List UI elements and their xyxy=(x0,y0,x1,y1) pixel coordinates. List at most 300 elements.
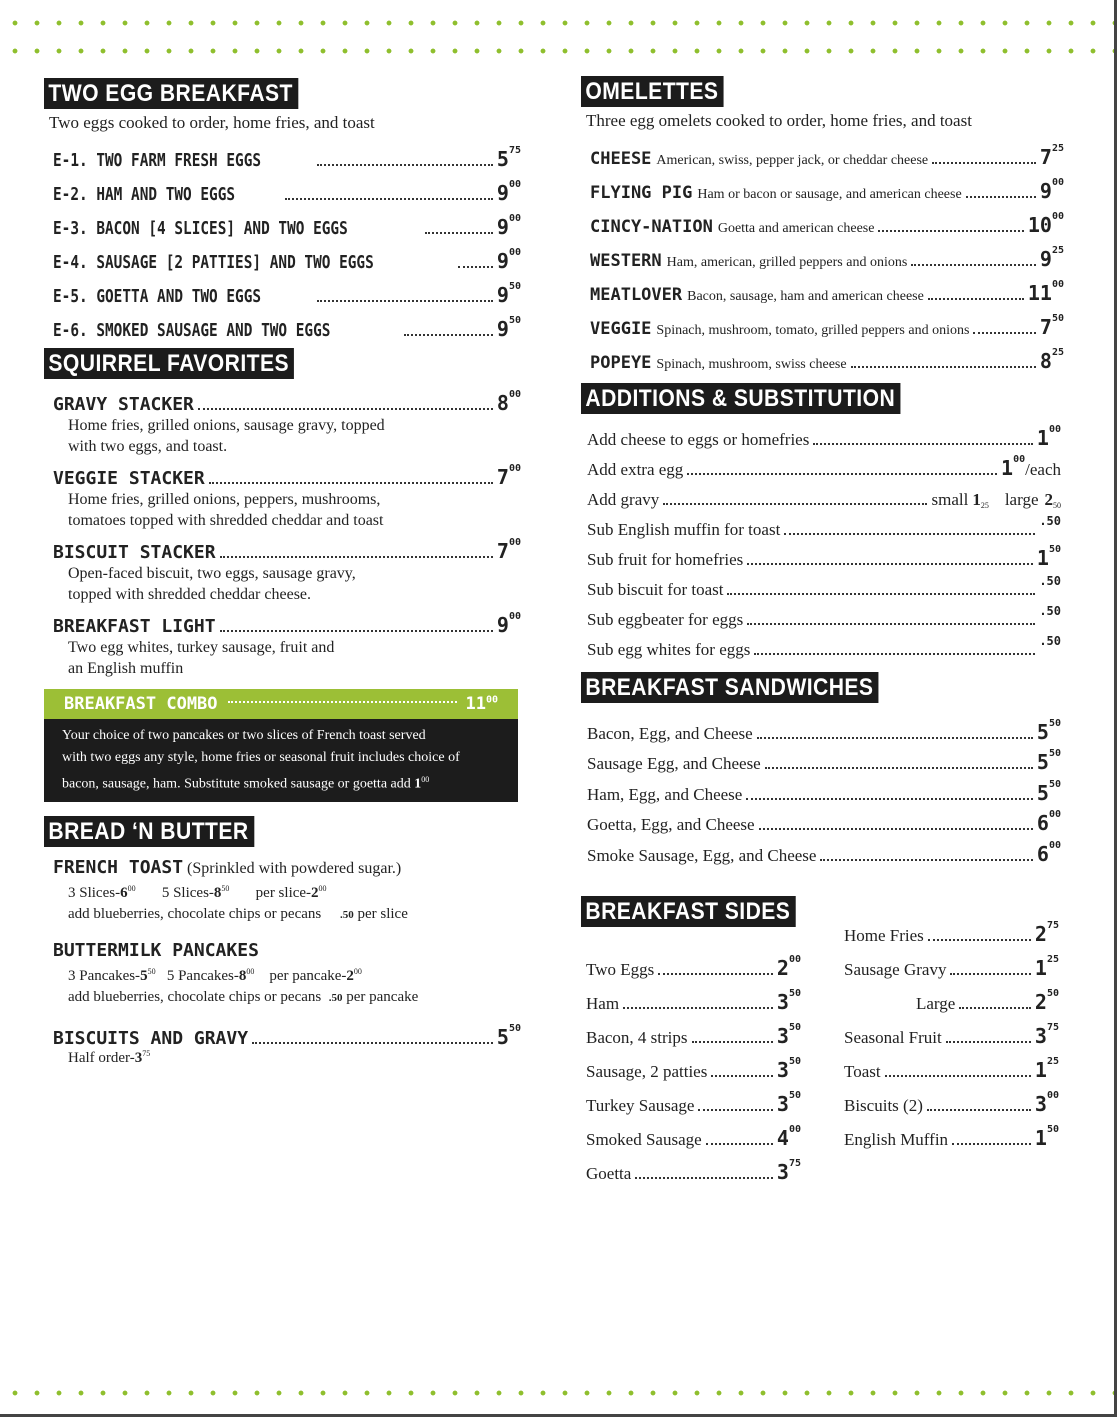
omelet-name: WESTERN xyxy=(590,251,662,271)
french-5-cents: 50 xyxy=(221,883,230,893)
leader-dots xyxy=(973,332,1035,334)
side-label: Seasonal Fruit xyxy=(844,1027,942,1047)
leader-dots xyxy=(878,230,1023,232)
price-dollars: 1 xyxy=(1036,546,1049,570)
french-toast-item xyxy=(53,857,522,878)
egg-item-label: E-3. BACON [4 SLICES] AND TWO EGGS xyxy=(53,218,348,239)
price-dollars: 3 xyxy=(1034,1091,1047,1116)
egg-label-wrap xyxy=(53,218,497,239)
price-cents: 00 xyxy=(508,463,521,474)
egg-item xyxy=(53,171,521,205)
favorite-item-name: BREAKFAST LIGHT xyxy=(53,616,216,637)
price xyxy=(1034,1055,1059,1082)
egg-item xyxy=(53,205,521,239)
price xyxy=(776,953,801,980)
pancake-per-price: 2 xyxy=(346,967,354,984)
addition-item xyxy=(587,600,1061,630)
side-item xyxy=(586,1082,801,1116)
sandwich-item-list xyxy=(581,713,1061,866)
pancakes-prices xyxy=(68,961,522,987)
price xyxy=(497,539,521,563)
omelet-name: FLYING PIG xyxy=(590,183,693,203)
price-cents: 00 xyxy=(508,611,521,622)
price-dollars: 6 xyxy=(1036,841,1049,866)
price-cents: 00 xyxy=(1048,424,1061,435)
price xyxy=(1036,778,1061,805)
favorite-item-desc-1: Home fries, grilled onions, peppers, mushrooms, xyxy=(68,491,381,508)
price-cents: 25 xyxy=(1046,1055,1059,1067)
french-5-label: 5 Slices- xyxy=(161,884,214,901)
side-item xyxy=(586,946,801,980)
top-dot-border-2 xyxy=(0,46,1114,56)
price-cents: 50 xyxy=(1048,717,1061,729)
leader-dots xyxy=(747,623,1035,625)
price xyxy=(1034,919,1059,946)
price-cents: .50 xyxy=(1039,514,1061,528)
price-dollars: 5 xyxy=(496,147,509,171)
section-subtitle: Three egg omelets cooked to order, home fries, and toast xyxy=(586,111,972,130)
favorite-item-desc-2: topped with shredded cheddar cheese. xyxy=(68,586,312,603)
omelet-item xyxy=(590,237,1064,271)
combo-price-cents: 00 xyxy=(485,694,498,706)
pancake-3-cents: 50 xyxy=(147,966,156,976)
leader-dots xyxy=(746,798,1033,800)
leader-dots xyxy=(946,1041,1031,1043)
price-cents: 50 xyxy=(508,281,521,292)
leader-dots xyxy=(220,556,493,558)
side-item xyxy=(844,1014,1059,1048)
price-cents: 50 xyxy=(788,1089,801,1101)
addition-label: Sub biscuit for toast xyxy=(587,580,724,599)
price-cents: 00 xyxy=(1048,839,1061,851)
leader-dots xyxy=(747,563,1033,565)
pancake-5-cents: 00 xyxy=(246,966,255,976)
price xyxy=(1040,349,1064,373)
pancake-per-cents: 00 xyxy=(353,966,362,976)
two-egg-section xyxy=(44,78,522,341)
leader-dots xyxy=(928,939,1031,941)
price xyxy=(1034,1089,1059,1116)
egg-item-label: E-4. SAUSAGE [2 PATTIES] AND TWO EGGS xyxy=(53,252,374,273)
price xyxy=(1028,281,1064,305)
side-label: Two Eggs xyxy=(586,959,655,979)
price xyxy=(776,1157,801,1184)
egg-item-label: E-1. TWO FARM FRESH EGGS xyxy=(53,150,262,171)
side-item xyxy=(844,912,1059,946)
price-cents: 00 xyxy=(508,213,521,224)
price-cents: 00 xyxy=(1051,211,1064,222)
sandwiches-section xyxy=(581,672,1061,866)
price-cents: 75 xyxy=(1046,919,1059,931)
price xyxy=(1039,576,1061,600)
combo-line-3 xyxy=(62,769,500,796)
addition-label: Sub English muffin for toast xyxy=(587,520,781,539)
omelet-name: CHEESE xyxy=(590,149,652,169)
price-dollars: 8 xyxy=(1039,349,1052,373)
section-title: TWO EGG BREAKFAST xyxy=(44,78,298,109)
pancake-3-label: 3 Pancakes- xyxy=(68,967,141,984)
gravy-label: Add gravy xyxy=(587,490,660,509)
leader-dots xyxy=(698,1109,772,1111)
price-dollars: 5 xyxy=(496,1024,509,1049)
price xyxy=(1037,750,1061,774)
price-dollars: 9 xyxy=(496,181,509,205)
price xyxy=(1001,456,1025,480)
price xyxy=(1034,1123,1059,1150)
favorite-item xyxy=(53,537,522,605)
price-dollars: 3 xyxy=(776,1159,789,1184)
price xyxy=(1037,811,1061,835)
favorite-item-name: GRAVY STACKER xyxy=(53,394,194,415)
price-cents: 00 xyxy=(1046,1089,1059,1101)
side-item xyxy=(586,980,801,1014)
omelet-desc: Bacon, sausage, ham and american cheese xyxy=(687,289,924,304)
side-label: Turkey Sausage xyxy=(586,1095,695,1115)
price xyxy=(497,147,521,171)
egg-item xyxy=(53,239,521,273)
sandwich-item xyxy=(587,835,1061,866)
addition-label: Sub egg whites for eggs xyxy=(587,640,751,659)
egg-item-label: E-2. HAM AND TWO EGGS xyxy=(53,184,236,205)
gravy-small-price: 1 xyxy=(972,490,981,509)
pancake-add-price: .50 xyxy=(328,991,343,1004)
price-cents: 50 xyxy=(1048,778,1061,790)
price-dollars: 2 xyxy=(776,955,789,980)
egg-item xyxy=(53,273,521,307)
omelet-label xyxy=(590,149,928,169)
side-label: Home Fries xyxy=(844,925,924,945)
omelet-desc: American, swiss, pepper jack, or cheddar cheese xyxy=(656,153,929,168)
favorite-item-list xyxy=(44,389,522,679)
side-item xyxy=(844,946,1059,980)
combo-line-3-text: bacon, sausage, ham. Substitute smoked sausage or goetta add xyxy=(62,776,411,792)
leader-dots xyxy=(952,1143,1031,1145)
price-dollars: 4 xyxy=(776,1125,789,1150)
price-cents: 00 xyxy=(508,247,521,258)
price-cents: 00 xyxy=(508,179,521,190)
omelet-item xyxy=(590,271,1064,305)
price xyxy=(776,1055,801,1082)
price-dollars: 5 xyxy=(1036,750,1049,774)
french-per-label: per slice- xyxy=(255,884,312,901)
price-cents: 00 xyxy=(1051,279,1064,290)
combo-name: BREAKFAST COMBO xyxy=(64,694,218,714)
omelet-name: MEATLOVER xyxy=(590,285,683,305)
favorite-item xyxy=(53,389,522,457)
leader-dots xyxy=(757,737,1033,739)
omelet-label xyxy=(590,183,962,203)
leader-dots xyxy=(706,1143,773,1145)
side-label: Large xyxy=(916,993,956,1013)
price-dollars: 3 xyxy=(776,1057,789,1082)
price xyxy=(1039,636,1061,660)
leader-dots xyxy=(813,443,1033,445)
price xyxy=(1040,179,1064,203)
price-dollars: 3 xyxy=(776,1091,789,1116)
omelet-label xyxy=(590,285,924,305)
addition-label: Add extra egg xyxy=(587,460,684,479)
omelet-name: POPEYE xyxy=(590,353,652,373)
side-item xyxy=(844,980,1059,1014)
additions-item-list xyxy=(581,420,1061,660)
price-dollars: 3 xyxy=(776,989,789,1014)
price xyxy=(497,391,521,415)
combo-bar xyxy=(44,689,518,719)
omelet-item xyxy=(590,203,1064,237)
price xyxy=(1028,213,1064,237)
price-dollars: 10 xyxy=(1027,213,1052,237)
sandwich-label: Goetta, Egg, and Cheese xyxy=(587,815,755,834)
gravy-large-cents: 50 xyxy=(1053,501,1061,510)
leader-dots xyxy=(928,298,1024,300)
leader-dots xyxy=(623,1007,773,1009)
favorite-item-name: BISCUIT STACKER xyxy=(53,542,216,563)
side-item xyxy=(586,1116,801,1150)
favorite-item-desc-2: an English muffin xyxy=(68,660,184,677)
pancake-add-text: add blueberries, chocolate chips or pecans xyxy=(68,988,322,1005)
price-dollars: 9 xyxy=(496,283,509,307)
leader-dots xyxy=(458,266,493,268)
addition-item xyxy=(587,630,1061,660)
leader-dots xyxy=(966,196,1036,198)
leader-dots xyxy=(911,264,1036,266)
price-dollars: 3 xyxy=(1034,1023,1047,1048)
omelet-item-list xyxy=(581,135,1064,373)
egg-item-label: E-5. GOETTA AND TWO EGGS xyxy=(53,286,262,307)
sandwich-label: Ham, Egg, and Cheese xyxy=(587,784,743,804)
price-cents: 25 xyxy=(1046,953,1059,965)
sandwich-label: Smoke Sausage, Egg, and Cheese xyxy=(587,845,817,865)
combo-description xyxy=(44,719,518,802)
top-dot-border xyxy=(0,18,1114,28)
leader-dots xyxy=(950,973,1030,975)
price xyxy=(776,987,801,1014)
french-add-text: add blueberries, chocolate chips or pecans xyxy=(68,905,322,922)
gravy-large-label: large xyxy=(1004,490,1039,509)
sandwich-item xyxy=(587,805,1061,836)
price xyxy=(497,317,521,341)
side-item xyxy=(844,1116,1059,1150)
leader-dots xyxy=(209,482,493,484)
price-cents: 75 xyxy=(508,145,521,156)
leader-dots xyxy=(727,593,1035,595)
favorite-item-row xyxy=(53,537,521,563)
half-order-cents: 75 xyxy=(142,1048,151,1058)
favorite-item-row xyxy=(53,463,521,489)
price xyxy=(1040,247,1064,271)
leader-dots xyxy=(285,198,493,200)
leader-dots xyxy=(754,653,1035,655)
biscuits-gravy-price xyxy=(496,1022,521,1049)
side-item xyxy=(844,1048,1059,1082)
price xyxy=(776,1089,801,1116)
leader-dots xyxy=(220,630,493,632)
price-dollars: 5 xyxy=(1036,780,1049,805)
price xyxy=(1039,516,1061,540)
price-cents: 50 xyxy=(1048,544,1061,555)
price-cents: 00 xyxy=(1051,177,1064,188)
addition-item xyxy=(587,420,1061,450)
french-5-price: 8 xyxy=(213,884,222,901)
gravy-small-label: small xyxy=(931,490,969,509)
bottom-dot-border xyxy=(0,1388,1114,1398)
combo-line-3-cents: 00 xyxy=(421,775,430,784)
favorite-item-name: VEGGIE STACKER xyxy=(53,468,205,489)
price-dollars: 7 xyxy=(1039,145,1052,169)
sides-right-list xyxy=(844,912,1059,1150)
sandwich-item xyxy=(587,713,1061,744)
price-dollars: 6 xyxy=(1036,811,1049,835)
egg-item xyxy=(53,137,521,171)
price-cents: 50 xyxy=(1051,313,1064,324)
pancakes-add xyxy=(68,987,522,1009)
price-cents: 50 xyxy=(788,1055,801,1067)
french-toast-note: (Sprinkled with powdered sugar.) xyxy=(187,859,402,877)
omelet-label xyxy=(590,319,969,339)
price-dollars: 9 xyxy=(1039,179,1052,203)
leader-dots xyxy=(692,1041,773,1043)
favorite-item-desc-1: Two egg whites, turkey sausage, fruit and xyxy=(68,639,335,656)
leader-dots xyxy=(784,533,1035,535)
leader-dots xyxy=(927,1109,1031,1111)
pancake-per-label: per pancake- xyxy=(269,967,347,984)
leader-dots xyxy=(198,408,493,410)
pancakes-item xyxy=(53,940,522,961)
side-label: Goetta xyxy=(586,1163,632,1183)
side-item xyxy=(586,1048,801,1082)
section-title: ADDITIONS & SUBSTITUTION xyxy=(581,383,900,414)
section-subtitle: Two eggs cooked to order, home fries, and toast xyxy=(49,113,375,132)
omelet-label xyxy=(590,251,907,271)
french-per-price: 2 xyxy=(311,884,319,901)
price-dollars: 11 xyxy=(1027,281,1052,305)
right-column xyxy=(581,76,1064,1196)
sandwich-label: Bacon, Egg, and Cheese xyxy=(587,723,753,743)
price xyxy=(497,283,521,307)
sandwich-label: Sausage Egg, and Cheese xyxy=(587,754,761,773)
price-dollars: 1 xyxy=(1036,426,1049,450)
favorite-item-desc-2: tomatoes topped with shredded cheddar and toast xyxy=(68,512,384,529)
addition-label: Sub fruit for homefries xyxy=(587,550,744,569)
leader-dots xyxy=(885,1075,1031,1077)
french-toast-add xyxy=(68,904,522,926)
price-dollars: 1 xyxy=(1034,955,1047,980)
addition-item xyxy=(587,570,1061,600)
omelet-item xyxy=(590,135,1064,169)
french-toast-prices xyxy=(68,878,522,904)
side-label: Bacon, 4 strips xyxy=(586,1027,688,1047)
egg-label-wrap xyxy=(53,286,497,307)
price-cents: 25 xyxy=(1051,347,1064,358)
leader-dots xyxy=(658,973,773,975)
leader-dots xyxy=(851,366,1036,368)
egg-label-wrap xyxy=(53,184,497,205)
french-3-cents: 00 xyxy=(127,883,136,893)
bread-section xyxy=(44,816,522,1067)
leader-dots xyxy=(820,859,1032,861)
leader-dots xyxy=(959,1007,1031,1009)
omelet-label xyxy=(590,353,847,373)
price-cents: 25 xyxy=(1051,143,1064,154)
leader-dots xyxy=(635,1177,773,1179)
favorite-item-row xyxy=(53,389,521,415)
price-cents: 00 xyxy=(1048,809,1061,820)
omelettes-section xyxy=(581,76,1064,373)
omelet-item xyxy=(590,339,1064,373)
french-add-price: .50 xyxy=(339,908,354,921)
side-item xyxy=(844,1082,1059,1116)
pancake-3-price: 5 xyxy=(140,967,148,984)
leader-dots xyxy=(663,503,927,505)
omelet-label xyxy=(590,217,874,237)
egg-label-wrap xyxy=(53,320,497,341)
sandwich-item xyxy=(587,744,1061,775)
pancake-add-unit: per pancake xyxy=(346,988,419,1005)
pancake-5-price: 8 xyxy=(238,967,247,984)
side-label: English Muffin xyxy=(844,1129,949,1149)
pancakes-name: BUTTERMILK PANCAKES xyxy=(53,939,259,961)
price xyxy=(1036,839,1061,866)
favorite-item-row xyxy=(53,611,521,637)
omelet-desc: Goetta and american cheese xyxy=(717,221,875,236)
price xyxy=(1034,987,1059,1014)
side-label: Smoked Sausage xyxy=(586,1129,702,1149)
addition-label: Sub eggbeater for eggs xyxy=(587,610,744,629)
price xyxy=(1037,546,1061,570)
leader-dots xyxy=(765,767,1033,769)
price-cents: 75 xyxy=(788,1157,801,1169)
half-order-label: Half order- xyxy=(68,1049,135,1066)
price-dollars: 9 xyxy=(496,613,509,637)
price-cents: 50 xyxy=(1046,1123,1059,1135)
price xyxy=(1036,717,1061,744)
price-cents: 75 xyxy=(1046,1021,1059,1033)
omelet-item xyxy=(590,169,1064,203)
half-order xyxy=(68,1049,522,1067)
omelet-desc: Spinach, mushroom, swiss cheese xyxy=(656,357,847,372)
section-title: BREAKFAST SANDWICHES xyxy=(581,672,879,703)
omelet-desc: Ham or bacon or sausage, and american cheese xyxy=(697,187,962,202)
combo-line-1: Your choice of two pancakes or two slices of French toast served xyxy=(62,728,426,743)
combo-price-dollars: 11 xyxy=(465,694,486,714)
leader-dots xyxy=(711,1075,773,1077)
favorite-item xyxy=(53,463,522,531)
french-3-price: 6 xyxy=(120,884,128,901)
price-cents: 50 xyxy=(508,1022,521,1034)
section-title: OMELETTES xyxy=(581,76,724,107)
price-dollars: 1 xyxy=(1034,1057,1047,1082)
leader-dots xyxy=(425,232,492,234)
french-toast-name: FRENCH TOAST xyxy=(53,856,184,878)
leader-dots xyxy=(759,828,1033,830)
favorite-item xyxy=(53,611,522,679)
side-item xyxy=(586,1014,801,1048)
additions-section xyxy=(581,383,1061,660)
combo-line-2: with two eggs any style, home fries or seasonal fruit includes choice of xyxy=(62,750,460,765)
price-cents: 00 xyxy=(788,953,801,965)
favorite-item-desc-2: with two eggs, and toast. xyxy=(68,438,228,455)
addition-suffix: /each xyxy=(1025,460,1061,479)
omelet-name: VEGGIE xyxy=(590,319,652,339)
favorite-item-desc-1: Home fries, grilled onions, sausage gravy, topped xyxy=(68,417,385,434)
price-dollars: 5 xyxy=(1036,719,1049,744)
side-label: Toast xyxy=(844,1061,881,1081)
omelet-desc: Ham, american, grilled peppers and onions xyxy=(666,255,908,270)
price-cents: .50 xyxy=(1039,604,1061,618)
price-cents: 50 xyxy=(1046,987,1059,999)
combo-line-3-price: 1 xyxy=(414,776,422,792)
price-dollars: 9 xyxy=(1039,247,1052,271)
